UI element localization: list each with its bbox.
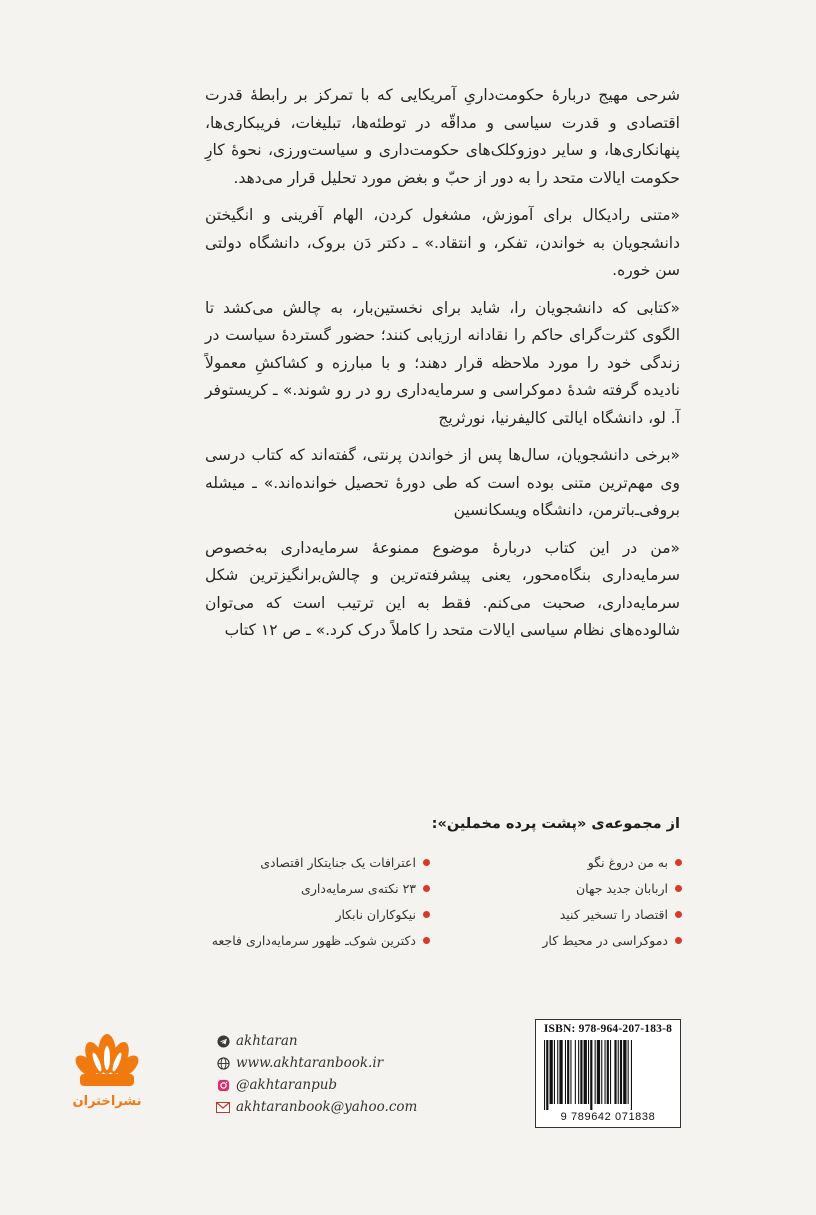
bullet-icon [423, 911, 430, 918]
series-item: دموکراسی در محیط کار [542, 928, 682, 954]
barcode-bar [605, 1040, 606, 1104]
back-cover-text [205, 82, 680, 655]
contact-telegram[interactable]: akhtaran [216, 1030, 417, 1052]
contact-email[interactable]: akhtaranbook@yahoo.com [216, 1096, 417, 1118]
contact-instagram[interactable]: @akhtaranpub [216, 1074, 417, 1096]
barcode-bar [607, 1040, 609, 1104]
barcode-bar [590, 1040, 592, 1110]
barcode-bar [618, 1040, 619, 1104]
author-quote: «من در این کتاب دربارهٔ موضوع ممنوعهٔ سرمایه‌داری به‌خصوص سرمایه‌داری بنگاه‌محور، یعنی پیشرفته‌ترین و چالش‌برانگیزترین شکل سرمایه‌داری، صحبت می‌کنم. فقط به این ترتیب است که می‌توان شالوده‌های نظام سیاسی ایالات متحد را کاملاً درک کرد.» ـ ص ۱۲ کتاب [205, 538, 680, 639]
barcode-bar [595, 1040, 596, 1104]
barcode-bars [542, 1040, 676, 1110]
series-item: دکترین شوک‌ـ ظهور سرمایه‌داری فاجعه [212, 928, 430, 954]
bullet-icon [675, 859, 682, 866]
description-paragraph: شرحی مهیج دربارهٔ حکومت‌داریِ آمریکایی که با تمرکز بر رابطهٔ قدرت اقتصادی و قدرت سیاسی و مداقّه در توطئه‌ها، تبلیغات، فریبکاری‌ها، پنهانکاری‌ها، و سایر دوزوکلک‌های حکومت‌داری و سیاست‌ورزی، نحوهٔ کارِ حکومت ایالات متحد را به دور از حبّ و بغض مورد تحلیل قرار می‌دهد. [205, 86, 680, 187]
barcode-bar [570, 1040, 571, 1104]
barcode-bar [610, 1040, 611, 1104]
review-quote: «کتابی که دانشجویان را، شاید برای نخستین‌بار، به چالش می‌کشد تا الگوی کثرت‌گرای حاکم را نقادانه ارزیابی کنند؛ حضور گستردهٔ سیاست در زندگی خود را مورد ملاحظه قرار دهند؛ و با مبارزه و کشاکشِ معمولاً نادیده گرفته شدهٔ دموکراسی و سرمایه‌داری رو در رو شوند.» ـ کریستوفر آ. لو، دانشگاه ایالتی کالیفرنیا، نورثریج [205, 298, 680, 427]
review-quote: «برخی دانشجویان، سال‌ها پس از خواندن پرنتی، گفته‌اند که کتاب درسی وی مهم‌ترین متنی بوده است که طی دورهٔ تحصیل خوانده‌اند.» ـ میشله بروفی‌ـ‌باترمن، دانشگاه ویسکانسین [205, 446, 680, 519]
bullet-icon [675, 937, 682, 944]
series-list-left [212, 850, 430, 954]
bullet-icon [423, 885, 430, 892]
instagram-icon [216, 1078, 230, 1092]
series-item: اربابان جدید جهان [542, 876, 682, 902]
series-item: اعترافات یک جنایتکار اقتصادی [212, 850, 430, 876]
barcode-bar [584, 1040, 587, 1104]
barcode-bar [601, 1040, 602, 1104]
barcode-bar [559, 1040, 562, 1104]
barcode-bar [614, 1040, 616, 1104]
bullet-icon [423, 859, 430, 866]
telegram-icon [216, 1034, 230, 1048]
bullet-icon [423, 937, 430, 944]
publisher-logo-icon [74, 1024, 140, 1090]
barcode-bar [628, 1040, 629, 1104]
series-item: اقتصاد را تسخیر کنید [542, 902, 682, 928]
series-list-right [542, 850, 682, 954]
barcode-bar [565, 1040, 566, 1104]
contact-info [216, 1030, 417, 1118]
barcode-bar [580, 1040, 582, 1104]
review-quote: «متنی رادیکال برای آموزش، مشغول کردن، الهام آفرینی و انگیختن دانشجویان به خواندن، تفکر، و انتقاد.» ـ دکتر دَن بروک، دانشگاه دولتی سن خوره. [205, 206, 680, 279]
series-item: به من دروغ نگو [542, 850, 682, 876]
barcode-bar [620, 1040, 622, 1104]
barcode-bar [631, 1040, 632, 1110]
series-title: از مجموعه‌ی «پشت پرده مخملین»: [431, 816, 680, 832]
barcode-bar [546, 1040, 548, 1110]
publisher-name: نشراختران [72, 1094, 142, 1109]
bullet-icon [675, 911, 682, 918]
mail-icon [216, 1100, 230, 1114]
contact-website[interactable]: www.akhtaranbook.ir [216, 1052, 417, 1074]
barcode-bar [567, 1040, 569, 1104]
barcode-bar [554, 1040, 555, 1104]
series-item: ۲۳ نکته‌ی سرمایه‌داری [212, 876, 430, 902]
globe-icon [216, 1056, 230, 1070]
barcode-digits: 9 789642 071838 [560, 1111, 656, 1123]
barcode-bar [550, 1040, 553, 1104]
barcode-bar [557, 1040, 558, 1104]
isbn-label: ISBN: 978-964-207-183-8 [543, 1023, 673, 1035]
barcode-bar [597, 1040, 600, 1104]
barcode-bar [575, 1040, 576, 1104]
barcode-bar [588, 1040, 589, 1104]
barcode-bar [578, 1040, 579, 1104]
isbn-barcode [535, 1019, 681, 1128]
barcode-bar [623, 1040, 626, 1104]
bullet-icon [675, 885, 682, 892]
series-item: نیکوکاران نابکار [212, 902, 430, 928]
barcode-bar [544, 1040, 545, 1110]
